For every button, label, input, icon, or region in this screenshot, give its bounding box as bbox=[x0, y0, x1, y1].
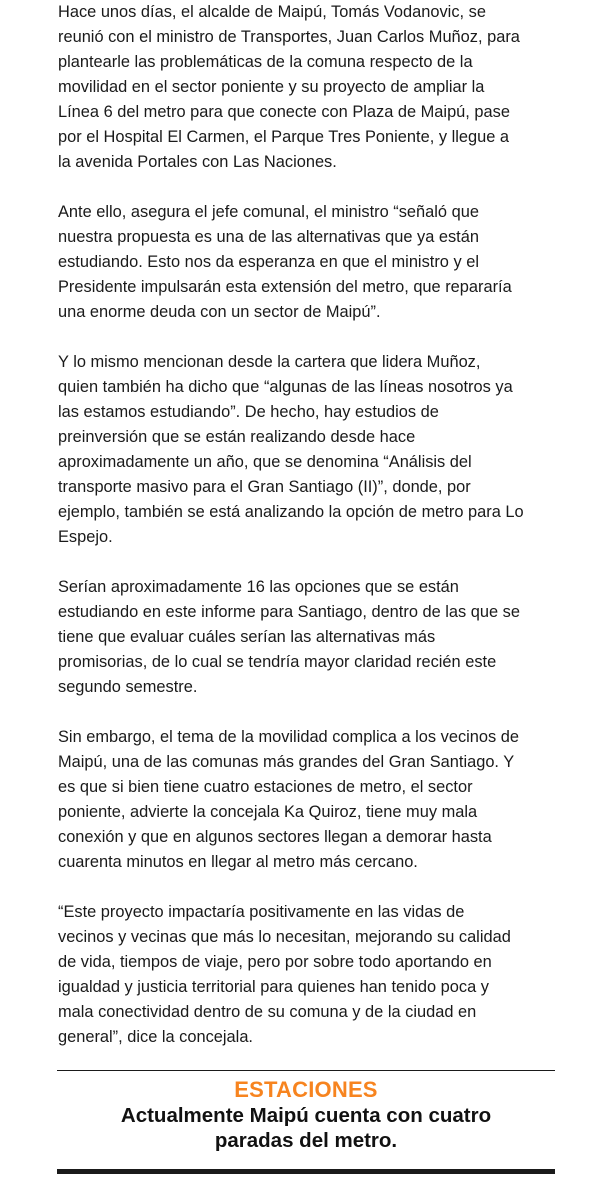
text-line: transporte masivo para el Gran Santiago (II)”, donde, por bbox=[58, 478, 471, 496]
highlight-text-line: paradas del metro. bbox=[214, 1129, 398, 1152]
text-line: por el Hospital El Carmen, el Parque Tres Poniente, y llegue a bbox=[58, 128, 509, 146]
text-line: Serían aproximadamente 16 las opciones que se están bbox=[58, 578, 459, 596]
text-line: aproximadamente un año, que se denomina “Análisis del bbox=[58, 453, 472, 471]
text-line: Sin embargo, el tema de la movilidad complica a los vecinos de bbox=[58, 728, 519, 746]
paragraph-4 bbox=[58, 575, 558, 700]
paragraph-5 bbox=[58, 725, 558, 875]
paragraph-6 bbox=[58, 900, 558, 1050]
highlight-text-line: Actualmente Maipú cuenta con cuatro bbox=[120, 1104, 492, 1127]
paragraph-2 bbox=[58, 200, 558, 325]
paragraph-gap bbox=[58, 700, 558, 725]
text-line: Hace unos días, el alcalde de Maipú, Tomás Vodanovic, se bbox=[58, 3, 486, 21]
paragraph-gap bbox=[58, 875, 558, 900]
text-line: Espejo. bbox=[58, 528, 113, 546]
paragraph-3 bbox=[58, 350, 558, 550]
text-line: poniente, advierte la concejala Ka Quiroz, tiene muy mala bbox=[58, 803, 478, 821]
text-line: preinversión que se están realizando desde hace bbox=[58, 428, 416, 446]
text-line: cuarenta minutos en llegar al metro más cercano. bbox=[58, 853, 418, 871]
text-line: segundo semestre. bbox=[58, 678, 198, 696]
text-line: mala conectividad dentro de su comuna y de la ciudad en bbox=[58, 1003, 477, 1021]
text-line: es que si bien tiene cuatro estaciones de metro, el sector bbox=[58, 778, 473, 796]
text-line: Presidente impulsarán esta extensión del metro, que repararía bbox=[58, 278, 512, 296]
paragraph-gap bbox=[58, 550, 558, 575]
text-line: “Este proyecto impactaría positivamente en las vidas de bbox=[58, 903, 465, 921]
text-line: Ante ello, asegura el jefe comunal, el ministro “señaló que bbox=[58, 203, 479, 221]
highlight-text bbox=[57, 1103, 555, 1153]
text-line: quien también ha dicho que “algunas de las líneas nosotros ya bbox=[58, 378, 513, 396]
text-line: tiene que evaluar cuáles serían las alternativas más bbox=[58, 628, 436, 646]
text-line: promisorias, de lo cual se tendría mayor claridad recién este bbox=[58, 653, 497, 671]
text-line: una enorme deuda con un sector de Maipú”. bbox=[58, 303, 381, 321]
text-line: igualdad y justicia territorial para quienes han tenido poca y bbox=[58, 978, 489, 996]
text-line: movilidad en el sector poniente y su proyecto de ampliar la bbox=[58, 78, 485, 96]
paragraph-1 bbox=[58, 0, 558, 175]
text-line: plantearle las problemáticas de la comuna respecto de la bbox=[58, 53, 473, 71]
text-line: Y lo mismo mencionan desde la cartera que lidera Muñoz, bbox=[58, 353, 481, 371]
text-line: general”, dice la concejala. bbox=[58, 1028, 253, 1046]
text-line: estudiando. Esto nos da esperanza en que el ministro y el bbox=[58, 253, 479, 271]
text-line: estudiando en este informe para Santiago, dentro de las que se bbox=[58, 603, 520, 621]
highlight-title: ESTACIONES bbox=[234, 1077, 378, 1102]
article-body bbox=[58, 0, 558, 1050]
text-line: ejemplo, también se está analizando la opción de metro para Lo bbox=[58, 503, 524, 521]
text-line: de vida, tiempos de viaje, pero por sobre todo aportando en bbox=[58, 953, 492, 971]
text-line: nuestra propuesta es una de las alternativas que ya están bbox=[58, 228, 479, 246]
paragraph-gap bbox=[58, 325, 558, 350]
paragraph-gap bbox=[58, 175, 558, 200]
text-line: Maipú, una de las comunas más grandes del Gran Santiago. Y bbox=[58, 753, 515, 771]
text-line: las estamos estudiando”. De hecho, hay estudios de bbox=[58, 403, 439, 421]
text-line: Línea 6 del metro para que conecte con Plaza de Maipú, pase bbox=[58, 103, 510, 121]
text-line: la avenida Portales con Las Naciones. bbox=[58, 153, 337, 171]
text-line: reunió con el ministro de Transportes, Juan Carlos Muñoz, para bbox=[58, 28, 520, 46]
highlight-box bbox=[57, 1070, 555, 1174]
text-line: vecinos y vecinas que más lo necesitan, mejorando su calidad bbox=[58, 928, 511, 946]
text-line: conexión y que en algunos sectores llegan a demorar hasta bbox=[58, 828, 492, 846]
